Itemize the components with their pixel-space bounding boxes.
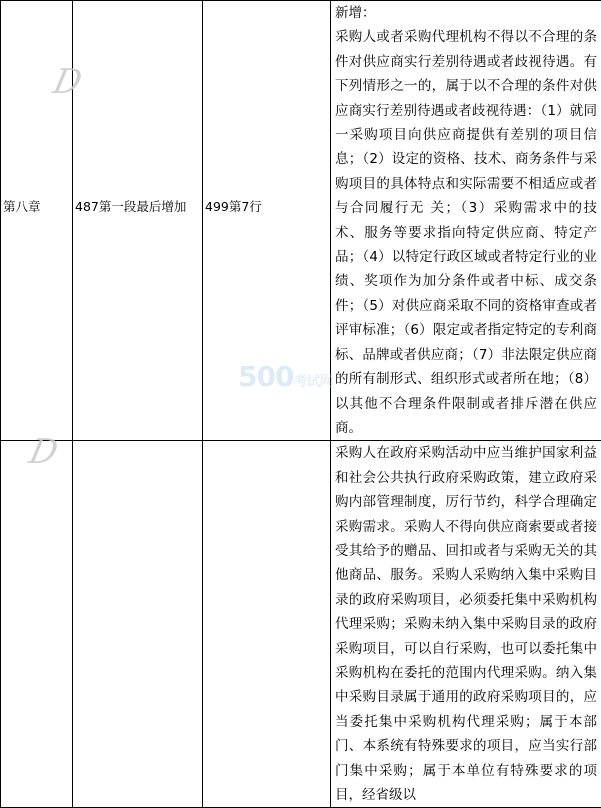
page-line-text: 499第7行 [203,195,330,219]
location-text: 487第一段最后增加 [73,195,202,219]
site-watermark-number: 500 [238,360,293,393]
location-cell [73,1,203,441]
content-cell [331,441,601,808]
content-cell [331,1,601,441]
page-line-cell [203,441,331,808]
content-paragraph: 采购人或者采购代理机构不得以不合理的条件对供应商实行差别待遇或者歧视待遇。有下列情形之一的，属于以不合理的条件对供应商实行差别待遇或者歧视待遇：（1）就同一采购项目向供应商提供有差别的项目信息；（2）设定的资格、技术、商务条件与采购项目的具体特点和实际需要不相适应或者与合同履行无 关；（3）采购需求中的技术、服务等要求指向特定供应商、特定产品；（4）以特定行政区域或者特定行业的业绩、奖项作为加分条件或者中标、成交条件；（5）对供应商采取不同的资格审查或者评审标准；（6）限定或者指定特定的专利商标、品牌或者供应商；（7）非法限定供应商的所有制形式、组织形式或者所在地；（8）以其他不合理条件限制或者排斥潜在供应商。 [331,25,601,440]
watermark-logo: D [50,62,86,102]
content-paragraph: 采购人在政府采购活动中应当维护国家利益和社会公共执行政府采购政策，建立政府采购内部管理制度，厉行节约，科学合理确定采购需求。采购人不得向供应商索要或者接受其给予的赠品、回扣或者与采购无关的其他商品、服务。采购人采购纳入集中采购目录的政府采购项目，必须委托集中采购机构代理采购；采购未纳入集中采购目录的政府采购项目，可以自行采购，也可以委托集中采购机构在委托的范围内代理采购。纳入集中采购目录属于通用的政府采购项目的，应当委托集中采购机构代理采购；属于本部门、本系统有特殊要求的项目，应当实行部门集中采购；属于本单位有特殊要求的项目，经省级以 [331,441,601,807]
site-watermark-suffix: 考试网 [293,374,332,390]
chapter-text: 第八章 [1,195,72,219]
content-heading: 新增： [331,1,601,25]
chapter-cell [1,441,73,808]
location-cell [73,441,203,808]
table-row [1,441,601,808]
watermark-logo: D [26,432,62,472]
site-watermark [238,360,332,393]
